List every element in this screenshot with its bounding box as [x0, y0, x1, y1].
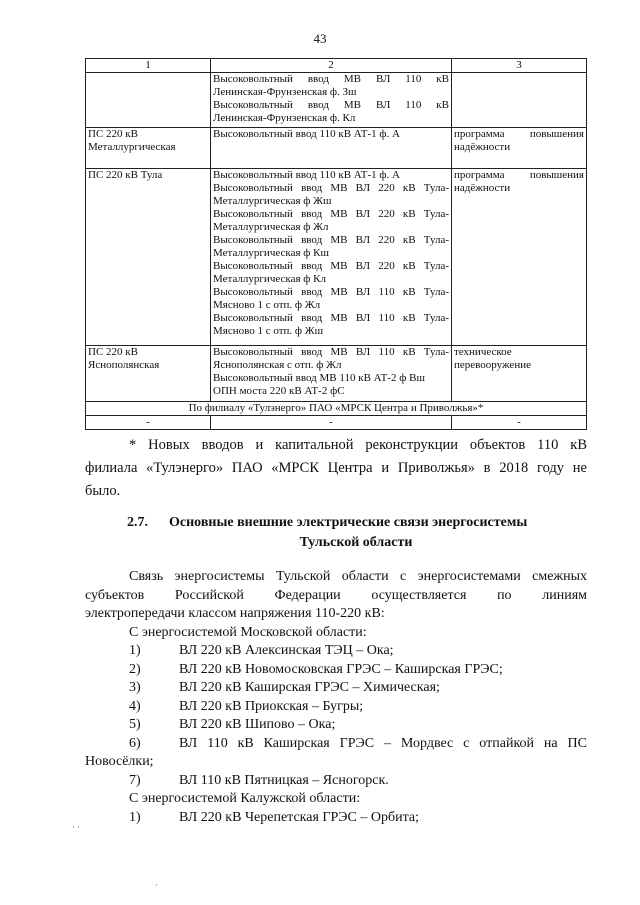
cell-line: ПС 220 кВ: [88, 346, 138, 358]
dash-cell: -: [211, 416, 452, 430]
list-item: [85, 698, 587, 717]
list-item: [85, 735, 587, 754]
section-title-line-1: Основные внешние электрические связи энергосистемы: [169, 515, 528, 530]
table-row: [86, 128, 587, 169]
summary-row: [86, 402, 587, 416]
list-item-text: ВЛ 220 кВ Шипово – Ока;: [179, 717, 336, 732]
cell-line: Яснополянская: [88, 359, 160, 371]
program-cell: [452, 346, 587, 402]
header-col-3: 3: [452, 59, 587, 73]
list-item-number: 1): [129, 809, 141, 825]
cell-line: Высоковольтный ввод МВ ВЛ 110 кВ Тула-: [213, 312, 449, 324]
cell-line: Высоковольтный ввод МВ ВЛ 220 кВ Тула-: [213, 182, 449, 194]
summary-cell: По филиалу «Тулэнерго» ПАО «МРСК Центра и Приволжья»*: [86, 402, 587, 416]
footnote-line: филиала «Тулэнерго» ПАО «МРСК Центра и Приволжья» в 2018 году не: [85, 460, 587, 476]
cell-line: Высоковольтный ввод МВ ВЛ 220 кВ Тула-: [213, 208, 449, 220]
paragraph-line: электропередачи классом напряжения 110-220 кВ:: [85, 606, 385, 621]
footnote-line: было.: [85, 483, 121, 499]
cell-line: ОПН моста 220 кВ АТ-2 фС: [213, 385, 345, 397]
cell-line: Яснополянская с отп. ф Жл: [213, 359, 342, 371]
list-item-text: ВЛ 220 кВ Новомосковская ГРЭС – Каширская ГРЭС;: [179, 661, 503, 677]
cell-line: программа повышения: [454, 128, 584, 140]
dash-row: [86, 416, 587, 430]
dash-cell: -: [86, 416, 211, 430]
equipment-cell: [211, 73, 452, 128]
cell-line: Ленинская-Фрунзенская ф. Зш: [213, 86, 357, 98]
page-number: 43: [313, 31, 327, 46]
cell-line: Мясново 1 с отп. ф Жш: [213, 325, 324, 337]
list-heading: С энергосистемой Калужской области:: [129, 791, 361, 806]
list-item-text: ВЛ 220 кВ Алексинская ТЭЦ – Ока;: [179, 643, 394, 658]
list-heading: С энергосистемой Московской области:: [129, 624, 367, 640]
cell-line: Высоковольтный ввод 110 кВ АТ-1 ф. А: [213, 128, 400, 140]
table-row: [86, 73, 587, 128]
cell-line: Высоковольтный ввод МВ ВЛ 220 кВ Тула-: [213, 260, 449, 272]
cell-line: Высоковольтный ввод МВ ВЛ 110 кВ: [213, 99, 449, 111]
list-item-number: 5): [129, 717, 141, 732]
list-item-text: ВЛ 220 кВ Приокская – Бугры;: [179, 698, 364, 714]
table-row: [86, 169, 587, 346]
list-item: [85, 661, 587, 680]
footnote-line: * Новых вводов и капитальной реконструкции объектов 110 кВ: [129, 437, 587, 453]
cell-line: надёжности: [454, 182, 511, 194]
scan-speck: · ·: [72, 822, 81, 832]
list-item: [85, 679, 587, 698]
cell-line: Мясново 1 с отп. ф Жл: [213, 299, 321, 311]
list-item: [85, 716, 587, 735]
cell-line: Высоковольтный ввод 110 кВ АТ-1 ф. А: [213, 169, 400, 181]
substation-cell: [86, 169, 211, 346]
cell-line: Высоковольтный ввод МВ ВЛ 110 кВ: [213, 73, 449, 85]
list-item-text: ВЛ 110 кВ Пятницкая – Ясногорск.: [179, 772, 389, 788]
header-col-2: 2: [211, 59, 452, 73]
header-col-1: 1: [86, 59, 211, 73]
section-body: [85, 568, 587, 827]
list-item-text: ВЛ 220 кВ Каширская ГРЭС – Химическая;: [179, 680, 440, 695]
cell-line: Высоковольтный ввод МВ ВЛ 110 кВ Тула-: [213, 346, 449, 358]
list-item-number: 2): [129, 661, 141, 677]
cell-line: Высоковольтный ввод МВ ВЛ 110 кВ Тула-: [213, 286, 449, 298]
equipment-cell: [211, 128, 452, 169]
list-item: [85, 642, 587, 661]
program-cell: [452, 73, 587, 128]
dash-cell: -: [452, 416, 587, 430]
cell-line: Ленинская-Фрунзенская ф. Кл: [213, 112, 356, 124]
substation-cell: [86, 73, 211, 128]
list-item-continuation: Новосёлки;: [85, 754, 154, 769]
table-header-row: [86, 59, 587, 73]
cell-line: ПС 220 кВ: [88, 128, 138, 140]
cell-line: Высоковольтный ввод МВ ВЛ 220 кВ Тула-: [213, 234, 449, 246]
equipment-cell: [211, 346, 452, 402]
list-item: [85, 772, 587, 791]
objects-table: [85, 58, 587, 430]
list-item: [85, 809, 587, 828]
section-number: 2.7.: [127, 515, 148, 530]
program-cell: [452, 169, 587, 346]
program-cell: [452, 128, 587, 169]
scan-speck: ·: [155, 880, 158, 890]
cell-line: Высоковольтный ввод МВ 110 кВ АТ-2 ф Вш: [213, 372, 425, 384]
cell-line: Металлургическая ф Жл: [213, 221, 329, 233]
list-item-text: ВЛ 220 кВ Черепетская ГРЭС – Орбита;: [179, 809, 419, 825]
cell-line: ПС 220 кВ Тула: [88, 169, 163, 181]
substation-cell: [86, 128, 211, 169]
footnote: [85, 434, 587, 503]
list-item-number: 1): [129, 643, 141, 658]
substation-cell: [86, 346, 211, 402]
cell-line: перевооружение: [454, 359, 531, 371]
section-title-line-2: Тульской области: [299, 535, 413, 550]
cell-line: надёжности: [454, 141, 511, 153]
list-item-number: 7): [129, 772, 141, 788]
paragraph-line: Связь энергосистемы Тульской области с энергосистемами смежных: [129, 569, 587, 584]
cell-line: техническое: [454, 346, 512, 358]
cell-line: Металлургическая ф Кш: [213, 247, 329, 259]
cell-line: Металлургическая: [88, 141, 176, 153]
cell-line: программа повышения: [454, 169, 584, 181]
cell-line: Металлургическая ф Кл: [213, 273, 326, 285]
paragraph-line: субъектов Российской Федерации осуществляется по линиям: [85, 587, 587, 603]
list-item-text: ВЛ 110 кВ Каширская ГРЭС – Мордвес с отпайкой на ПС: [179, 735, 587, 751]
equipment-cell: [211, 169, 452, 346]
table-row: [86, 346, 587, 402]
list-item-number: 4): [129, 698, 141, 714]
list-item-number: 6): [129, 735, 141, 751]
section-heading: [85, 513, 587, 553]
list-item-number: 3): [129, 680, 141, 695]
cell-line: Металлургическая ф Жш: [213, 195, 332, 207]
